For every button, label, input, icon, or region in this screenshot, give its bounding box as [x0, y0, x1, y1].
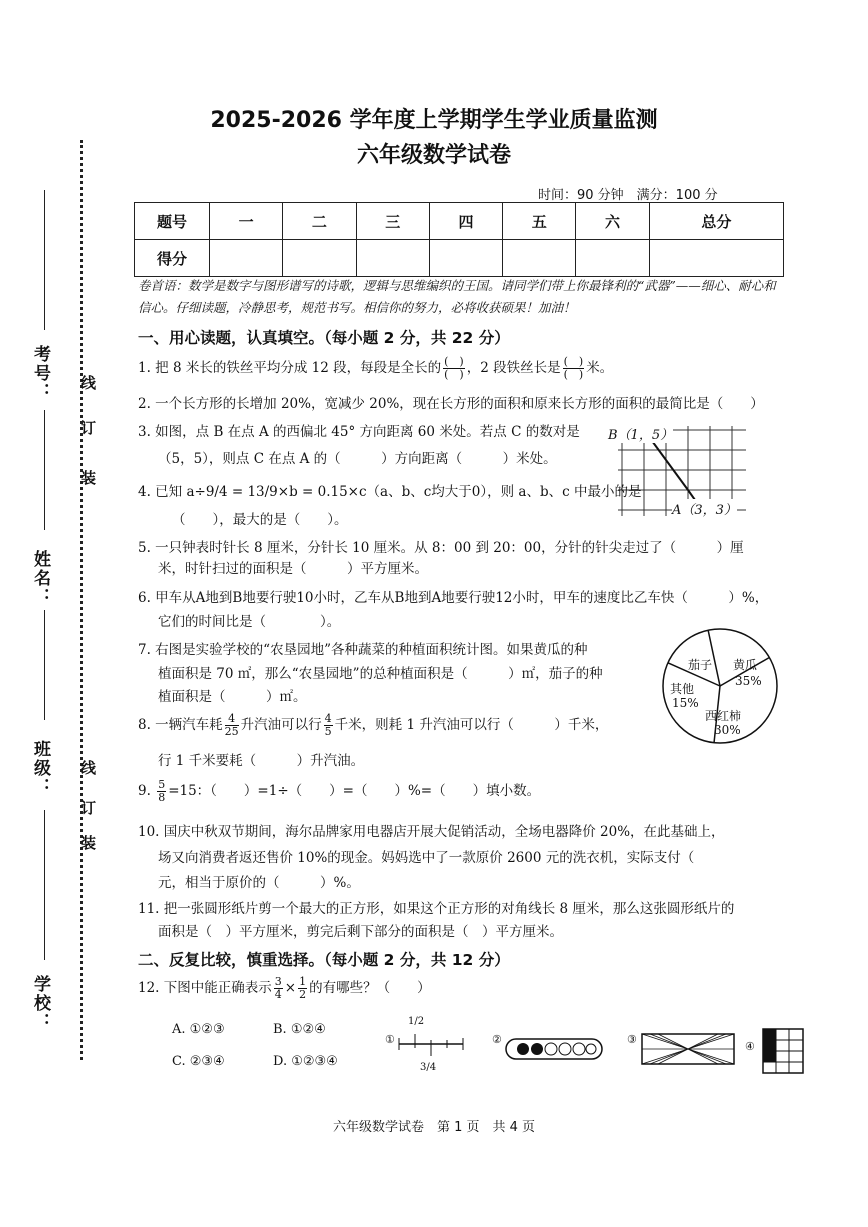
score-row-label: 得分	[135, 240, 210, 277]
score-cell[interactable]	[356, 240, 429, 277]
binding-zhuang-1: 装	[79, 470, 97, 487]
binding-line-school	[44, 810, 45, 960]
fig4-grid	[762, 1028, 804, 1074]
exam-title: 2025-2026 学年度上学期学生学业质量监测	[210, 108, 658, 133]
question-5-line2: 米，时针扫过的面积是（ ）平方厘米。	[158, 561, 428, 577]
question-10-line2: 场又向消费者返还售价 10%的现金。妈妈选中了一款原价 2600 元的洗衣机，实际支付（	[158, 850, 695, 866]
score-table-header-row	[135, 203, 784, 240]
binding-xian-2: 线	[79, 760, 97, 777]
question-6-line2: 它们的时间比是（ ）。	[158, 614, 341, 630]
q8-text-b: 升汽油可以行	[240, 717, 322, 733]
binding-line-examno	[44, 190, 45, 330]
time-info: 时间：90 分钟 满分：100 分	[538, 188, 718, 203]
question-8-line2: 行 1 千米要耗（ ）升汽油。	[158, 753, 365, 769]
question-3-line1: 3. 如图，点 B 在点 A 的西偏北 45° 方向距离 60 米处。若点 C 的数对是	[138, 424, 580, 440]
question-8-line1	[138, 712, 608, 738]
question-7-line2: 植面积是 70 ㎡，那么“农垦园地”的总种植面积是（ ）㎡，茄子的种	[158, 666, 603, 682]
fig1-number-line	[395, 1030, 465, 1060]
binding-line-class	[44, 610, 45, 720]
score-cell[interactable]	[649, 240, 783, 277]
binding-ding-2: 订	[79, 800, 97, 817]
question-2: 2. 一个长方形的长增加 20%，宽减少 20%，现在长方形的面积和原来长方形的面积的最简比是（ ）	[138, 396, 764, 412]
question-4-line2: （ ），最大的是（ ）。	[172, 512, 348, 528]
score-cell[interactable]	[210, 240, 283, 277]
fig-label-2: ②	[492, 1033, 502, 1046]
score-cell[interactable]	[283, 240, 356, 277]
score-header-cell: 二	[283, 203, 356, 240]
fig2-circles	[505, 1036, 603, 1062]
exam-no-label: 考号：	[30, 345, 50, 402]
question-4-line1: 4. 已知 a÷9/4 = 13/9×b = 0.15×c（a、b、c均大于0），则 a、b、c 中最小的是	[138, 484, 642, 500]
name-label: 姓名：	[30, 550, 50, 607]
grid-label-b: B（1，5）	[608, 424, 673, 443]
question-7-line3: 植面积是（ ）㎡。	[158, 689, 307, 705]
pie-pct-cucumber: 35%	[735, 674, 762, 688]
score-header-cell: 四	[429, 203, 502, 240]
score-header-cell: 总分	[649, 203, 783, 240]
question-6-line1: 6. 甲车从A地到B地要行驶10小时，乙车从B地到A地要行驶12小时，甲车的速度比乙车快（ ）%，	[138, 590, 769, 606]
option-a[interactable]: A. ①②③	[172, 1022, 225, 1037]
option-d[interactable]: D. ①②③④	[273, 1054, 338, 1069]
score-header-cell: 一	[210, 203, 283, 240]
exam-subtitle: 六年级数学试卷	[356, 143, 511, 168]
question-10-line3: 元，相当于原价的（ ）%。	[158, 875, 360, 891]
q8-fraction-1: $\frac{4}{25}$	[224, 712, 239, 738]
binding-xian-1: 线	[79, 375, 97, 392]
question-3-line2: （5，5），则点 C 在点 A 的（ ）方向距离（ ）米处。	[158, 451, 557, 467]
fig-label-3: ③	[627, 1033, 637, 1046]
score-cell[interactable]	[429, 240, 502, 277]
grid-label-a: A（3，3）	[672, 499, 737, 518]
score-cell[interactable]	[503, 240, 576, 277]
question-5-line1: 5. 一只钟表时针长 8 厘米，分针长 10 厘米。从 8：00 到 20：00，分针的针尖走过了（ ）厘	[138, 540, 744, 556]
score-header-cell: 五	[503, 203, 576, 240]
q1-blank-fraction-2[interactable]: $\frac{( )}{( )}$	[563, 355, 584, 381]
fig1-bottom-label: 3/4	[420, 1062, 437, 1073]
binding-line-name	[44, 410, 45, 530]
q1-text-a: 1. 把 8 米长的铁丝平均分成 12 段，每段是全长的	[138, 360, 442, 376]
q1-text-b: ，2 段铁丝长是	[466, 360, 561, 376]
q12-fraction-1: $\frac{3}{4}$	[274, 975, 282, 1001]
question-12: 12. 下图中能正确表示 $\frac{3}{4}$ × $\frac{1}{2}$ 的有哪些？（ ）	[138, 975, 431, 1001]
question-1	[138, 355, 613, 381]
q8-fraction-2: $\frac{4}{5}$	[324, 712, 332, 738]
binding-dotted-line	[80, 140, 83, 1060]
fig-label-4: ④	[745, 1040, 755, 1053]
school-label: 学校：	[30, 975, 50, 1032]
question-9	[138, 778, 540, 804]
binding-zhuang-2: 装	[79, 835, 97, 852]
preface: 卷首语：数学是数字与图形谱写的诗歌，逻辑与思维编织的王国。请同学们带上你最锋利的“武器”——细心、耐心和信心。仔细读题，冷静思考，规范书写。相信你的努力，必将收获硕果！加油！	[138, 278, 776, 315]
score-table-score-row	[135, 240, 784, 277]
pie-pct-other: 15%	[672, 696, 699, 710]
page-footer: 六年级数学试卷 第 1 页 共 4 页	[332, 1120, 536, 1135]
pie-label-cucumber: 黄瓜	[733, 658, 758, 672]
q12-fraction-2: $\frac{1}{2}$	[299, 975, 307, 1001]
binding-ding-1: 订	[79, 420, 97, 437]
pie-label-other: 其他	[670, 682, 695, 696]
pie-label-tomato: 西红柿	[705, 709, 742, 723]
q1-blank-fraction-1[interactable]: $\frac{( )}{( )}$	[444, 355, 464, 381]
score-header-cell: 三	[356, 203, 429, 240]
q1-text-c: 米。	[586, 360, 614, 376]
section1-title: 一、用心读题，认真填空。（每小题 2 分，共 22 分）	[138, 329, 510, 347]
q12-text-b: 的有哪些？（ ）	[309, 980, 431, 996]
score-table	[134, 202, 784, 277]
question-7-line1: 7. 右图是实验学校的“农垦园地”各种蔬菜的种植面积统计图。如果黄瓜的种	[138, 642, 588, 658]
q9-text: =15：（ ）=1÷（ ）=（ ）%=（ ）填小数。	[168, 783, 541, 799]
class-label: 班级：	[30, 740, 50, 797]
option-c[interactable]: C. ②③④	[172, 1054, 225, 1069]
score-header-cell: 六	[576, 203, 649, 240]
question-11-line1: 11. 把一张圆形纸片剪一个最大的正方形，如果这个正方形的对角线长 8 厘米，那么这张圆形纸片的	[138, 901, 735, 917]
pie-label-eggplant: 茄子	[688, 658, 713, 672]
pie-pct-tomato: 30%	[714, 723, 741, 737]
q8-text-c: 千米，则耗 1 升汽油可以行（ ）千米，	[334, 717, 609, 733]
fig-label-1: ①	[385, 1033, 395, 1046]
section2-title: 二、反复比较，慎重选择。（每小题 2 分，共 12 分）	[138, 951, 510, 969]
fig3-shaded-rect	[640, 1032, 736, 1066]
score-header-cell: 题号	[135, 203, 210, 240]
q12-text-a: 12. 下图中能正确表示	[138, 980, 272, 996]
q9-fraction: $\frac{5}{8}$	[158, 778, 166, 804]
question-11-line2: 面积是（ ）平方厘米，剪完后剩下部分的面积是（ ）平方厘米。	[158, 924, 563, 940]
option-b[interactable]: B. ①②④	[273, 1022, 326, 1037]
q9-number: 9.	[138, 783, 151, 799]
score-cell[interactable]	[576, 240, 649, 277]
question-10-line1: 10. 国庆中秋双节期间，海尔品牌家用电器店开展大促销活动，全场电器降价 20%，在此基础上，	[138, 824, 725, 840]
q8-text-a: 8. 一辆汽车耗	[138, 717, 223, 733]
fig1-top-label: 1/2	[408, 1016, 425, 1027]
